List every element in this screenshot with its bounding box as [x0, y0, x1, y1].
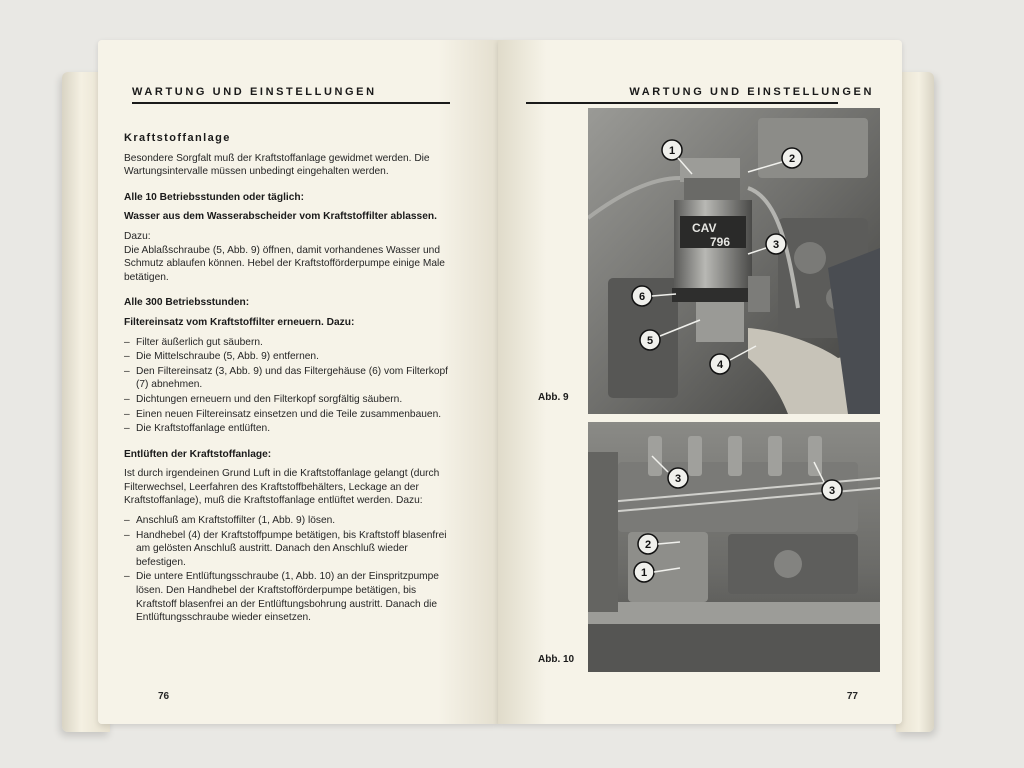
head-rule-right: [526, 102, 838, 104]
svg-text:2: 2: [788, 153, 796, 165]
svg-text:4: 4: [716, 359, 724, 371]
dazu-label: Dazu:: [124, 230, 151, 242]
svg-text:5: 5: [646, 335, 654, 347]
task-replace-filter: Filtereinsatz vom Kraftstoffilter erneuern. Dazu:: [124, 316, 355, 328]
list-item: – Die Kraftstoffanlage entlüften.: [124, 422, 448, 436]
bleeding-title: Entlüften der Kraftstoffanlage:: [124, 448, 272, 460]
figure-abb-10-photo: [588, 422, 880, 672]
caption-abb-9: Abb. 9: [538, 392, 569, 403]
section-title: Kraftstoffanlage: [124, 132, 231, 144]
bleeding-intro: Ist durch irgendeinen Grund Luft in die Kraftstoffanlage gelangt (durch Filterwechsel, Leerfahren des Kraftstoffbehälters, Leckage an der Kraftstoffanlage), muß die Kraftstoffanlage entlüftet werden. Dazu:: [124, 468, 440, 507]
list-item: – Einen neuen Filtereinsatz einsetzen und die Teile zusammenbauen.: [124, 408, 448, 422]
head-rule-left: [132, 102, 450, 104]
svg-text:6: 6: [638, 291, 646, 303]
running-head-right: WARTUNG UND EINSTELLUNGEN: [629, 86, 874, 98]
filter-model-label: 796: [710, 235, 731, 249]
interval-10h: Alle 10 Betriebsstunden oder täglich:: [124, 191, 305, 203]
list-item: – Dichtungen erneuern und den Filterkopf sorgfältig säubern.: [124, 393, 448, 407]
svg-text:2: 2: [644, 539, 652, 551]
page-number-right: 77: [846, 691, 858, 702]
caption-abb-10: Abb. 10: [538, 654, 575, 665]
left-page: [98, 40, 498, 724]
list-item: – Die Mittelschraube (5, Abb. 9) entfernen.: [124, 350, 448, 364]
injection-pump-illustration: [588, 422, 880, 672]
fuel-filter-illustration: [588, 108, 880, 414]
figure-abb-9-photo: [588, 108, 880, 414]
interval-300h: Alle 300 Betriebsstunden:: [124, 297, 250, 309]
svg-text:3: 3: [674, 473, 682, 485]
left-page-content: [124, 132, 448, 631]
list-item: – Handhebel (4) der Kraftstoffpumpe betätigen, bis Kraftstoff blasenfrei am gelösten Anschluß austritt. Danach den Anschluß wieder befestigen.: [124, 529, 448, 570]
list-item: – Filter äußerlich gut säubern.: [124, 336, 448, 350]
right-page: [498, 40, 902, 724]
filter-brand-label: CAV: [692, 221, 717, 235]
running-head-left: WARTUNG UND EINSTELLUNGEN: [132, 86, 377, 98]
intro-text: Besondere Sorgfalt muß der Kraftstoffanlage gewidmet werden. Die Wartungsintervalle müssen unbedingt eingehalten werden.: [124, 152, 430, 178]
svg-text:3: 3: [828, 485, 836, 497]
bleeding-steps-list: [124, 514, 448, 625]
drain-instructions: Die Ablaßschraube (5, Abb. 9) öffnen, damit vorhandenes Wasser und Schmutz ablaufen können. Hebel der Kraftstofförderpumpe einige Male betätigen.: [124, 244, 445, 283]
svg-text:1: 1: [668, 145, 676, 157]
svg-text:1: 1: [640, 567, 648, 579]
task-drain-water: Wasser aus dem Wasserabscheider vom Kraftstoffilter ablassen.: [124, 211, 437, 223]
page-number-left: 76: [158, 691, 170, 702]
list-item: – Den Filtereinsatz (3, Abb. 9) und das Filtergehäuse (6) vom Filterkopf (7) abnehmen.: [124, 365, 448, 392]
svg-text:3: 3: [772, 239, 780, 251]
open-book: [62, 40, 934, 728]
filter-steps-list: [124, 336, 448, 436]
list-item: – Anschluß am Kraftstoffilter (1, Abb. 9) lösen.: [124, 514, 448, 528]
list-item: – Die untere Entlüftungsschraube (1, Abb. 10) an der Einspritzpumpe lösen. Den Handhebel der Kraftstofförderpumpe betätigen, bis Kraftstoff blasenfrei an der Entlüftungsbohrung austritt. Danach die Entlüftungsschraube wieder einsetzen.: [124, 570, 448, 624]
